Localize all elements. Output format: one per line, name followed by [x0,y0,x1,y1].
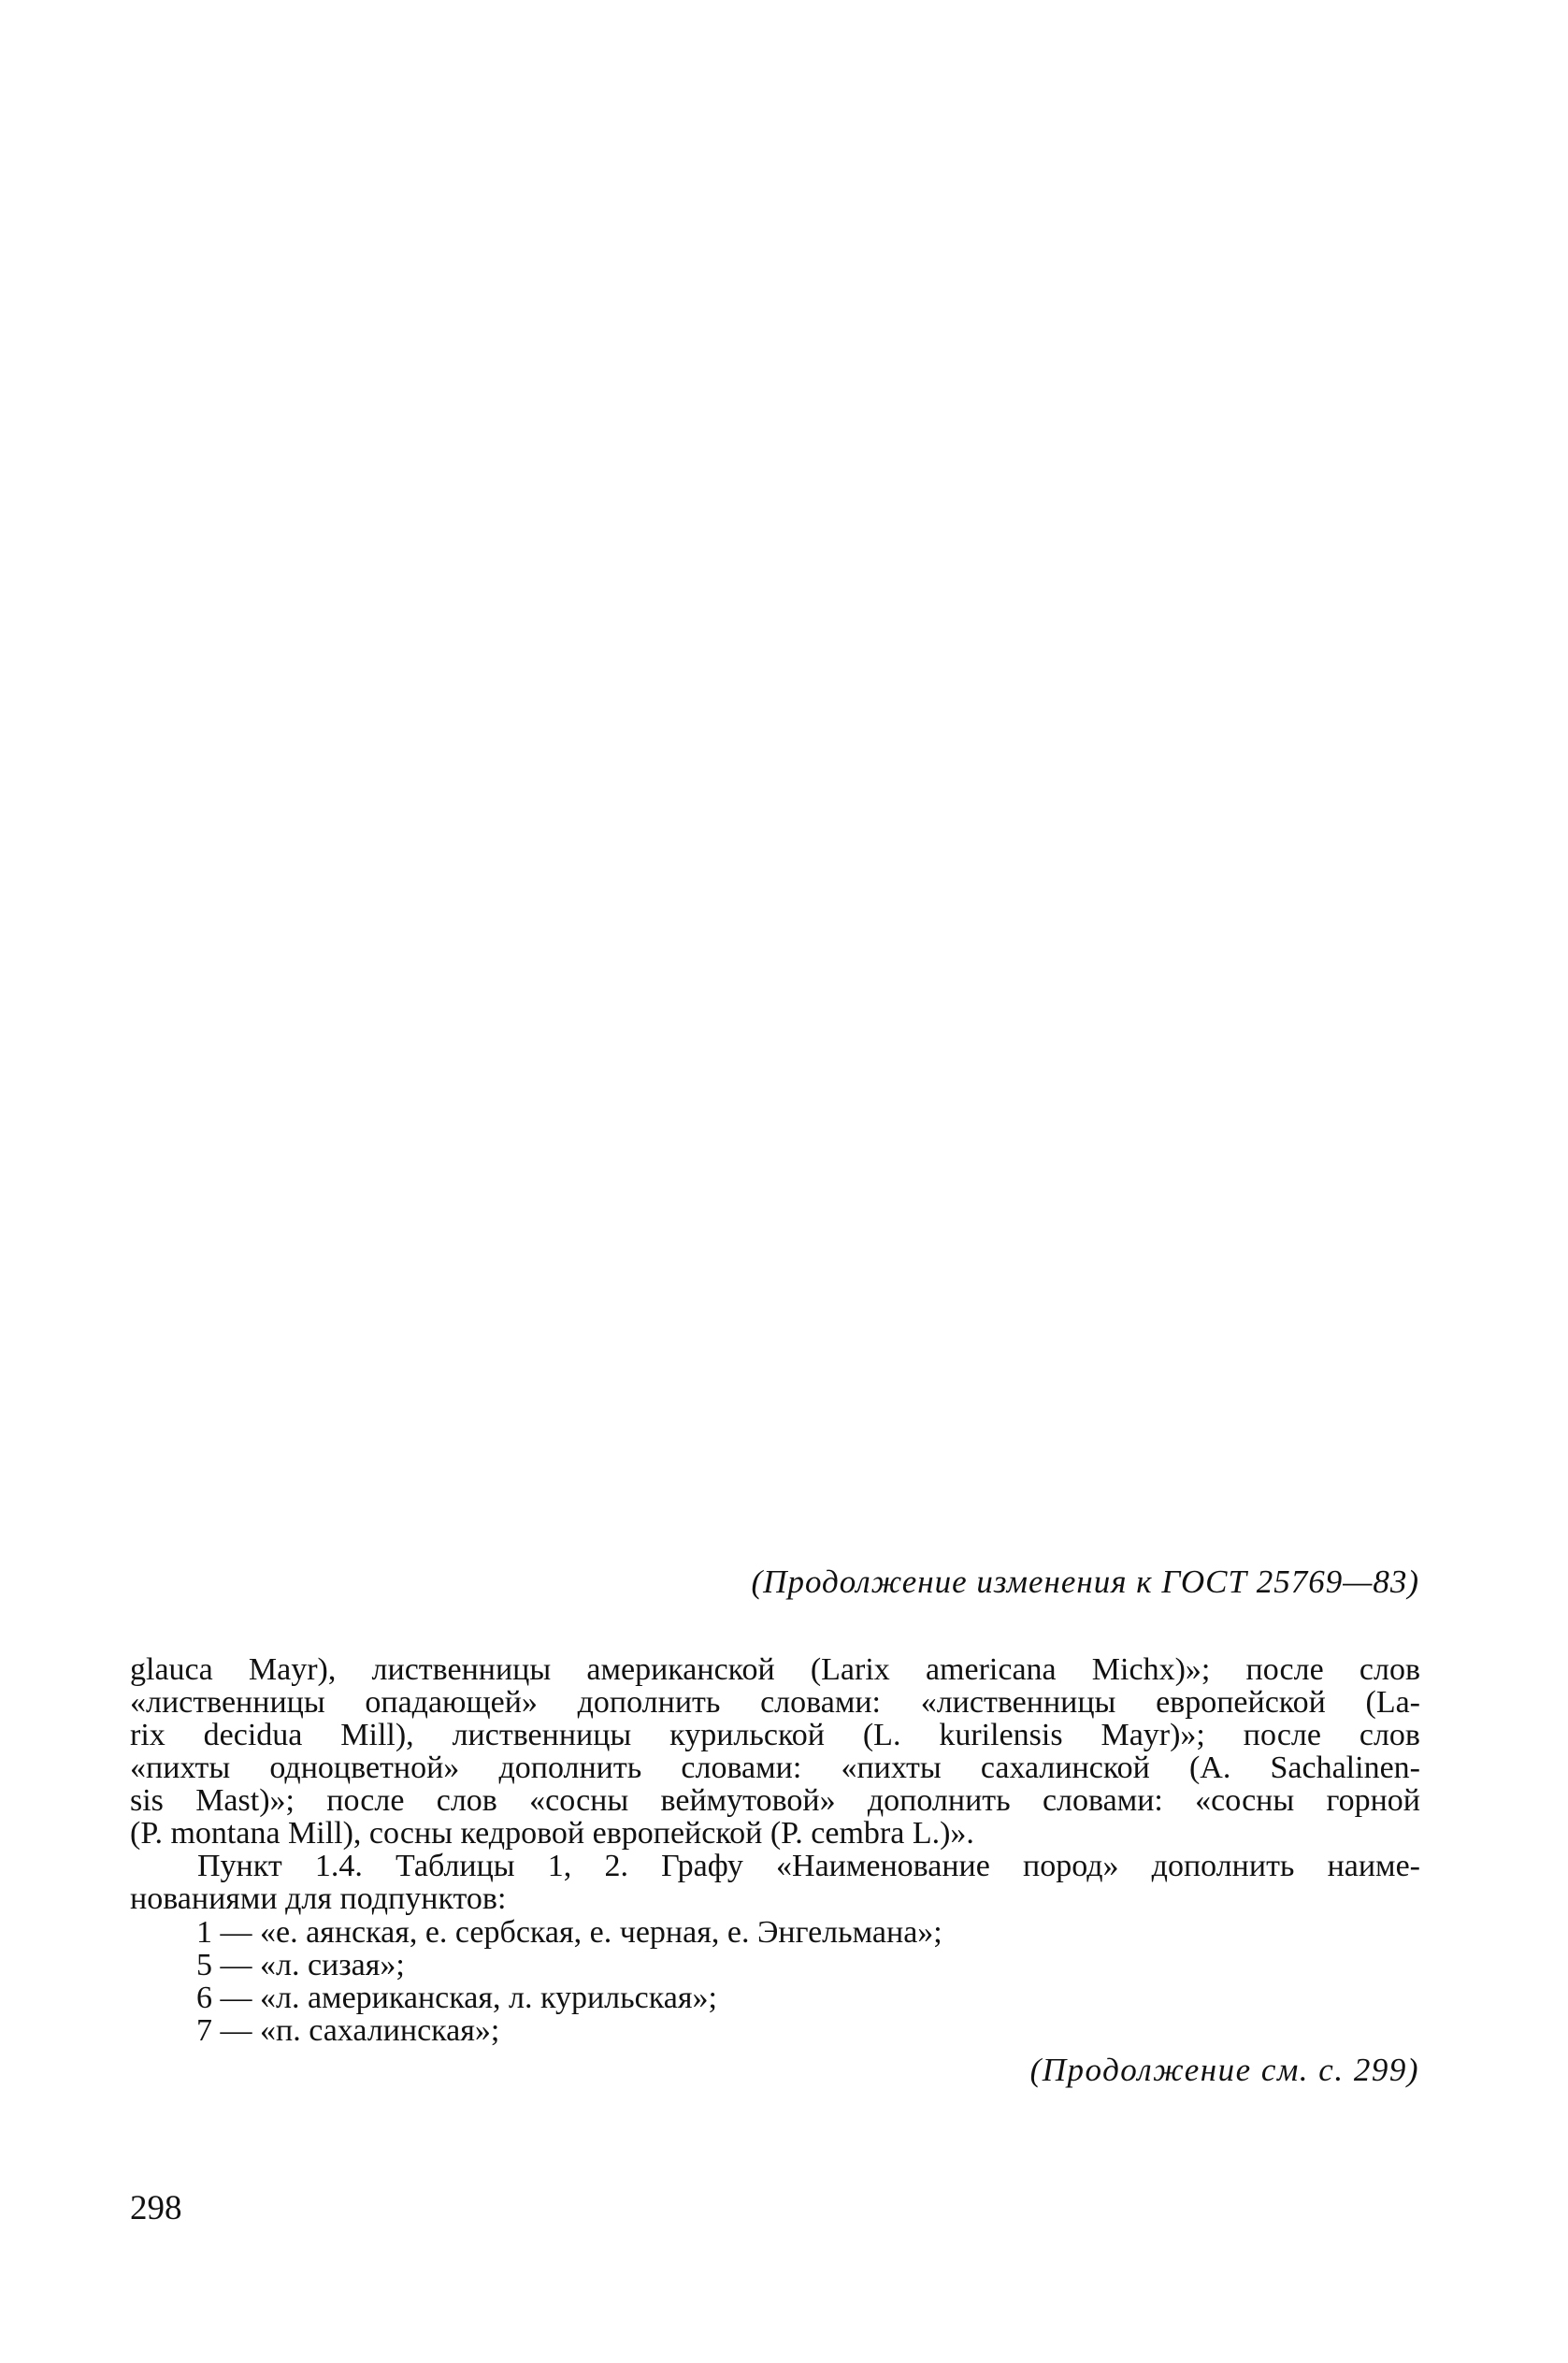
continuation-footer: (Продолжение см. с. 299) [1029,2052,1419,2088]
continuation-header: (Продолжение изменения к ГОСТ 25769—83) [751,1563,1419,1600]
paragraph-line: sis Mast)»; после слов «сосны веймутовой» дополнить словами: «сосны горной [130,1784,1420,1817]
subitem-list [196,1916,942,2047]
list-item: 6 — «л. американская, л. курильская»; [196,1981,717,2015]
paragraph-line: «лиственницы опадающей» дополнить словами: «лиственницы европейской (La- [130,1686,1420,1719]
paragraph-line: (P. montana Mill), сосны кедровой европейской (P. cembra L.)». [130,1816,974,1851]
paragraph-line: «пихты одноцветной» дополнить словами: «пихты сахалинской (A. Sachalinen- [130,1751,1420,1784]
paragraph-line: rix decidua Mill), лиственницы курильской (L. kurilensis Mayr)»; после слов [130,1719,1420,1751]
list-item: 1 — «е. аянская, е. сербская, е. черная, е. Энгельмана»; [196,1915,942,1950]
paragraph-line: glauca Mayr), лиственницы американской (Larix americana Michx)»; после слов [130,1653,1420,1686]
list-item: 7 — «п. сахалинская»; [196,2013,500,2048]
list-item: 5 — «л. сизая»; [196,1948,405,1982]
page-number: 298 [130,2189,182,2227]
paragraph-line: нованиями для подпунктов: [130,1881,507,1916]
main-text [130,1653,1420,1915]
paragraph-line: Пункт 1.4. Таблицы 1, 2. Графу «Наименование пород» дополнить наиме- [197,1850,1420,1882]
